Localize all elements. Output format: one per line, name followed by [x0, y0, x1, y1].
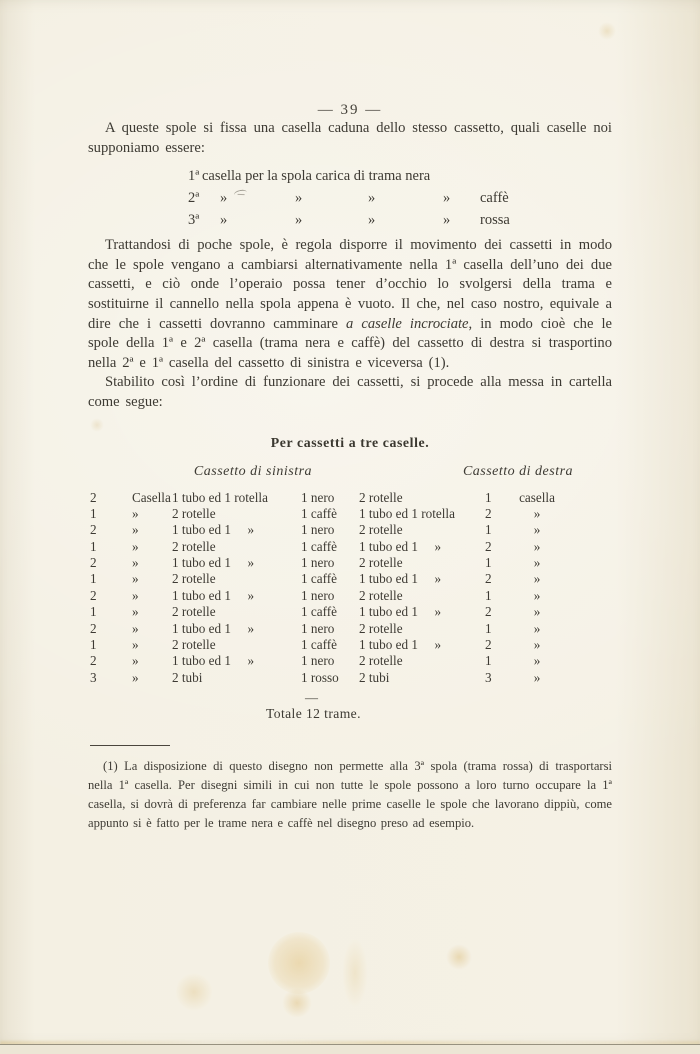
table-cell: 1 caffè	[301, 505, 337, 521]
table-row	[88, 571, 612, 587]
table-cell: 2 tubi	[359, 669, 390, 685]
table-cell: 2 rotelle	[359, 653, 403, 669]
table-cell: 1 nero	[301, 489, 335, 505]
list-item	[88, 190, 612, 212]
table-row	[88, 637, 612, 653]
table-cell: 1 tubo ed 1 rotella	[359, 505, 455, 521]
table-row	[88, 555, 612, 571]
shuttle-table-rows	[88, 490, 612, 687]
table-row	[88, 621, 612, 637]
list-text: casella per la spola carica di trama nera	[202, 168, 431, 185]
page-number: — 39 —	[317, 102, 383, 118]
table-cell: 2 rotelle	[359, 555, 403, 571]
table-cell: »	[533, 620, 541, 636]
table-cell: 1 nero	[301, 522, 335, 538]
table-cell: 1 tubo ed 1 »	[359, 637, 442, 653]
table-cell: »	[533, 571, 541, 587]
foxing-stain	[446, 944, 472, 970]
table-cell: 1 nero	[301, 555, 335, 571]
paragraph-rule	[88, 236, 612, 373]
table-cell: 1	[485, 555, 492, 571]
table-cell: 2 tubi	[172, 669, 203, 685]
table-cell: »	[132, 637, 139, 653]
ditto-mark: »	[443, 212, 451, 229]
ditto-mark: »	[220, 190, 228, 207]
table-cell: »	[132, 620, 139, 636]
table-cell: »	[132, 587, 139, 603]
table-cell: »	[533, 505, 541, 521]
table-cell: 1 rosso	[301, 669, 339, 685]
foxing-stain	[282, 988, 312, 1018]
list-text: rossa	[480, 212, 510, 229]
table-cell: 1	[485, 653, 492, 669]
table-cell: 1 tubo ed 1 »	[172, 587, 255, 603]
table-cell: 2 rotelle	[359, 587, 403, 603]
table-cell: 2 rotelle	[172, 538, 216, 554]
table-cell: 1	[90, 505, 97, 521]
table-cell: 3	[90, 669, 97, 685]
table-cell: »	[132, 653, 139, 669]
table-row	[88, 539, 612, 555]
table-cell: 1 nero	[301, 587, 335, 603]
table-cell: 2 rotelle	[172, 505, 216, 521]
table-cell: 1	[485, 620, 492, 636]
table-cell: 1 caffè	[301, 538, 337, 554]
list-ordinal: 2ª	[188, 190, 200, 207]
footnote-separator	[90, 745, 170, 746]
table-cell: 2 rotelle	[359, 620, 403, 636]
table-cell: »	[132, 522, 139, 538]
ditto-mark: »	[443, 190, 451, 207]
table-cell: 1 caffè	[301, 571, 337, 587]
table-cell: 1	[485, 522, 492, 538]
table-cell: 2	[485, 604, 492, 620]
table-cell: 2	[90, 653, 97, 669]
ditto-mark: »	[295, 212, 303, 229]
table-cell: 1 caffè	[301, 637, 337, 653]
table-cell: 1	[90, 538, 97, 554]
sum-dash: —	[305, 690, 318, 706]
table-cell: 2	[90, 489, 97, 505]
table-cell: 1 tubo ed 1 »	[359, 571, 442, 587]
table-cell: »	[132, 538, 139, 554]
table-cell: 1 tubo ed 1 »	[172, 555, 255, 571]
table-cell: 1 nero	[301, 620, 335, 636]
table-cell: 2	[485, 571, 492, 587]
table-row	[88, 522, 612, 538]
table-cell: »	[132, 505, 139, 521]
ditto-mark: »	[368, 212, 376, 229]
list-text: caffè	[480, 190, 509, 207]
ditto-mark: »	[295, 190, 303, 207]
table-cell: 2	[485, 505, 492, 521]
table-cell: 2	[485, 538, 492, 554]
table-cell: 1 tubo ed 1 rotella	[172, 489, 268, 505]
table-cell: »	[132, 555, 139, 571]
right-drawer-header: Cassetto di destra	[462, 463, 574, 479]
table-cell: »	[533, 555, 541, 571]
table-cell: »	[533, 669, 541, 685]
table-cell: 1	[485, 587, 492, 603]
ditto-mark: »	[220, 212, 228, 229]
foxing-stain	[176, 972, 212, 1012]
list-item	[88, 212, 612, 234]
table-cell: »	[533, 587, 541, 603]
list-item	[88, 168, 612, 190]
table-cell: 2 rotelle	[172, 604, 216, 620]
paragraph-intro: A queste spole si fissa una casella caduna dello stesso cassetto, quali caselle noi supponiamo essere:	[88, 120, 612, 156]
page-bottom-edge	[0, 1044, 700, 1054]
left-drawer-header: Cassetto di sinistra	[193, 463, 313, 479]
table-cell: »	[533, 538, 541, 554]
table-cell: 1 nero	[301, 653, 335, 669]
paragraph-text: Trattandosi di poche spole, è regola disporre il movimento dei cassetti in modo che le spole vengano a cambiarsi alternativamente nella 1ª casella dell’uno dei due cassetti, e ciò onde l’operaio possa tener d’occhio lo svolgersi della trama e sostituirne il cannello nella spola appena è vuoto. Il che, nel caso nostro, equivale a dire che i cassetti dovranno camminare	[88, 237, 612, 332]
table-cell: 2 rotelle	[172, 571, 216, 587]
table-cell: 1 caffè	[301, 604, 337, 620]
table-row	[88, 490, 612, 506]
table-cell: 2	[90, 587, 97, 603]
table-cell: 2	[90, 522, 97, 538]
table-cell: 1 tubo ed 1 »	[172, 522, 255, 538]
ditto-mark: »	[368, 190, 376, 207]
spool-assignment-list	[88, 168, 612, 236]
table-cell: 2 rotelle	[359, 522, 403, 538]
table-cell: »	[132, 571, 139, 587]
italic-phrase: a caselle incrociate	[346, 315, 469, 332]
table-cell: 2 rotelle	[359, 489, 403, 505]
list-ordinal: 1ª	[188, 168, 200, 185]
footnote-text: (1) La disposizione di questo disegno non permette alla 3ª spola (trama rossa) di trasportarsi nella 1ª casella. Per disegni simili in cui non tutte le spole possono a loro turno occupare la 1ª casella, si dovrà di preferenza far cambiare nelle prime caselle le spole che lavorano dippiù, come appunto si è fatto per le trame nera e caffè nel disegno preso ad esempio.	[88, 759, 612, 831]
foxing-stain	[268, 932, 330, 994]
table-cell: 2 rotelle	[172, 637, 216, 653]
table-cell: Casella	[132, 489, 171, 505]
table-cell: 1 tubo ed 1 »	[359, 604, 442, 620]
table-row	[88, 653, 612, 669]
table-cell: 3	[485, 669, 492, 685]
table-cell: 2	[485, 637, 492, 653]
table-row	[88, 588, 612, 604]
table-total: Totale 12 trame.	[266, 706, 361, 722]
table-cell: 1	[90, 637, 97, 653]
table-cell: 2	[90, 620, 97, 636]
foxing-stain	[342, 938, 368, 1008]
table-cell: 1	[485, 489, 492, 505]
table-cell: 1	[90, 604, 97, 620]
table-cell: casella	[519, 489, 555, 505]
table-cell: »	[132, 669, 139, 685]
table-row	[88, 670, 612, 686]
table-row	[88, 604, 612, 620]
table-cell: 1	[90, 571, 97, 587]
table-row	[88, 506, 612, 522]
list-ordinal: 3ª	[188, 212, 200, 229]
table-cell: »	[533, 604, 541, 620]
paragraph-text: , in modo cioè che le spole della 1ª e 2ª casella (trama nera e caffè) del cassetto di destra si trasportino nella 2ª e 1ª casella del cassetto di sinistra e viceversa (1).	[88, 315, 613, 371]
pencil-mark	[233, 189, 247, 199]
table-cell: »	[533, 653, 541, 669]
table-cell: »	[132, 604, 139, 620]
table-headers	[88, 464, 612, 484]
table-cell: »	[533, 637, 541, 653]
table-title: Per cassetti a tre caselle.	[270, 434, 430, 450]
table-cell: »	[533, 522, 541, 538]
table-cell: 1 tubo ed 1 »	[172, 653, 255, 669]
table-cell: 1 tubo ed 1 »	[359, 538, 442, 554]
table-cell: 1 tubo ed 1 »	[172, 620, 255, 636]
paragraph-lead-in: Stabilito così l’ordine di funzionare dei cassetti, si procede alla messa in cartella come segue:	[88, 374, 612, 410]
table-cell: 2	[90, 555, 97, 571]
